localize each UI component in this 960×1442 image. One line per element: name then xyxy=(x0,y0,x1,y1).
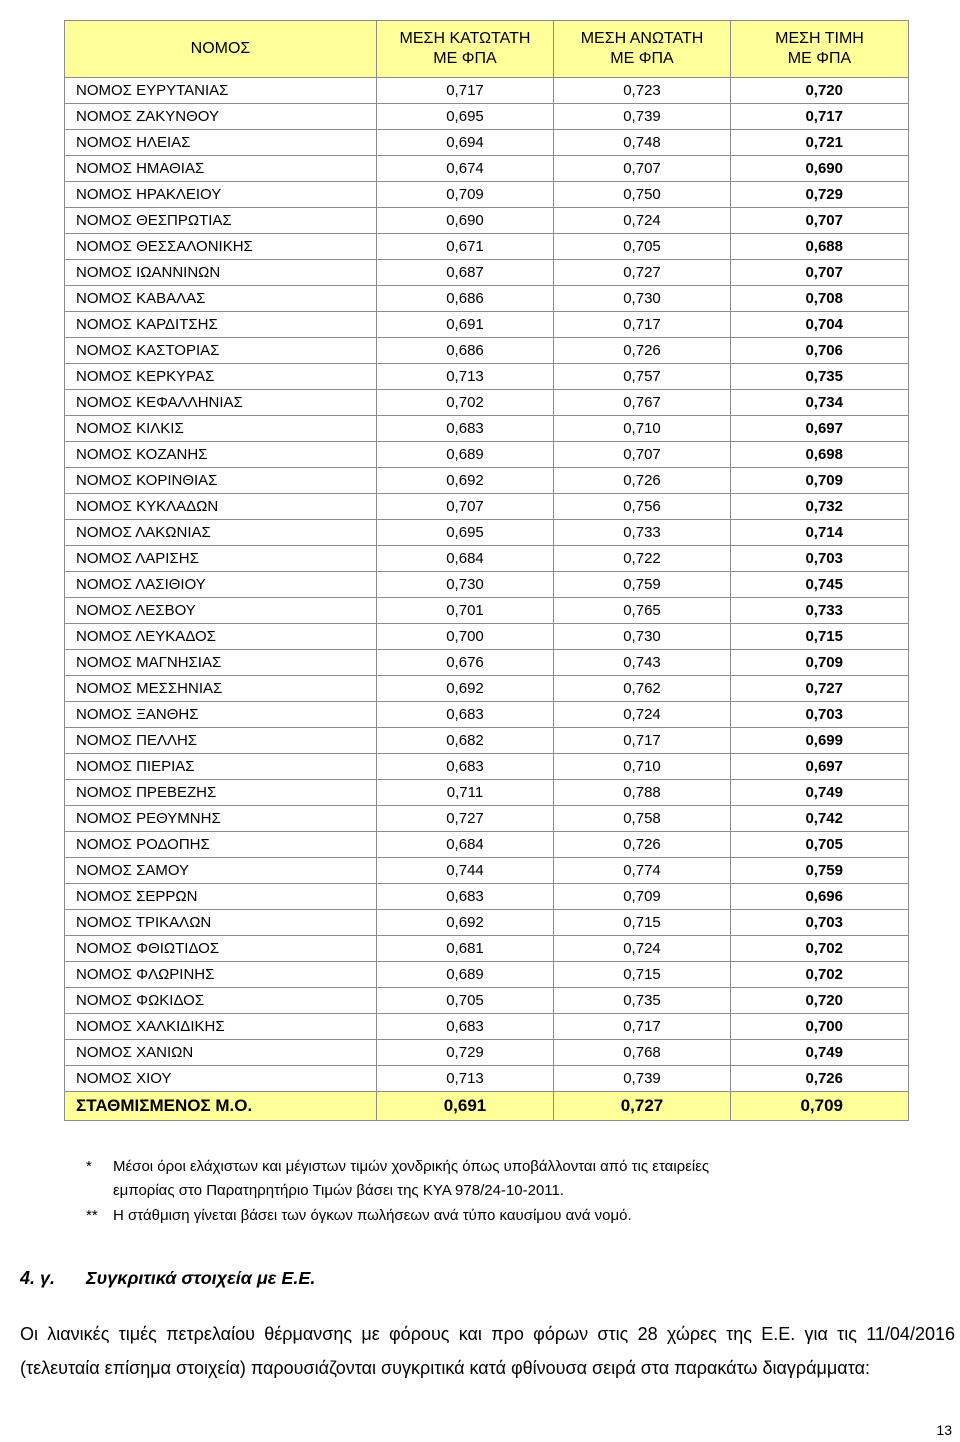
header-avg-line1: ΜΕΣΗ ΤΙΜΗ xyxy=(775,30,864,47)
min-price-cell: 0,729 xyxy=(377,1040,554,1066)
avg-price-cell: 0,705 xyxy=(731,832,909,858)
prefecture-name-cell: ΝΟΜΟΣ ΗΛΕΙΑΣ xyxy=(65,130,377,156)
max-price-cell: 0,717 xyxy=(554,1014,731,1040)
avg-price-cell: 0,726 xyxy=(731,1066,909,1092)
min-price-cell: 0,713 xyxy=(377,364,554,390)
total-row xyxy=(65,1092,909,1121)
min-price-cell: 0,691 xyxy=(377,312,554,338)
table-row xyxy=(65,182,909,208)
avg-price-cell: 0,745 xyxy=(731,572,909,598)
avg-price-cell: 0,727 xyxy=(731,676,909,702)
body-paragraph: Οι λιανικές τιμές πετρελαίου θέρμανσης με φόρους και προ φόρων στις 28 χώρες της Ε.Ε. για τις 11/04/2016 (τελευταία επίσημα στοιχεία) παρουσιάζονται συγκριτικά κατά φθίνουσα σειρά στα παρακάτω διαγράμματα: xyxy=(20,1324,955,1378)
max-price-cell: 0,707 xyxy=(554,442,731,468)
header-avg-line2: ΜΕ ΦΠΑ xyxy=(787,50,852,67)
header-max-line2: ΜΕ ΦΠΑ xyxy=(610,50,674,67)
max-price-cell: 0,768 xyxy=(554,1040,731,1066)
prefecture-name-cell: ΝΟΜΟΣ ΚΕΡΚΥΡΑΣ xyxy=(65,364,377,390)
max-price-cell: 0,739 xyxy=(554,104,731,130)
prefecture-name-cell: ΝΟΜΟΣ ΛΕΥΚΑΔΟΣ xyxy=(65,624,377,650)
table-row xyxy=(65,754,909,780)
max-price-cell: 0,758 xyxy=(554,806,731,832)
prefecture-name-cell: ΝΟΜΟΣ ΣΕΡΡΩΝ xyxy=(65,884,377,910)
avg-price-cell: 0,698 xyxy=(731,442,909,468)
avg-price-cell: 0,703 xyxy=(731,702,909,728)
avg-price-cell: 0,690 xyxy=(731,156,909,182)
prefecture-name-cell: ΝΟΜΟΣ ΦΛΩΡΙΝΗΣ xyxy=(65,962,377,988)
table-row xyxy=(65,130,909,156)
prefecture-name-cell: ΝΟΜΟΣ ΗΡΑΚΛΕΙΟΥ xyxy=(65,182,377,208)
min-price-cell: 0,687 xyxy=(377,260,554,286)
max-price-cell: 0,774 xyxy=(554,858,731,884)
min-price-cell: 0,676 xyxy=(377,650,554,676)
max-price-cell: 0,715 xyxy=(554,962,731,988)
min-price-cell: 0,692 xyxy=(377,676,554,702)
min-price-cell: 0,674 xyxy=(377,156,554,182)
header-avg-price xyxy=(731,21,909,78)
min-price-cell: 0,702 xyxy=(377,390,554,416)
prefecture-name-cell: ΝΟΜΟΣ ΣΑΜΟΥ xyxy=(65,858,377,884)
total-max-cell: 0,727 xyxy=(554,1092,731,1121)
max-price-cell: 0,724 xyxy=(554,208,731,234)
avg-price-cell: 0,699 xyxy=(731,728,909,754)
avg-price-cell: 0,696 xyxy=(731,884,909,910)
table-row xyxy=(65,728,909,754)
prefecture-name-cell: ΝΟΜΟΣ ΡΕΘΥΜΝΗΣ xyxy=(65,806,377,832)
avg-price-cell: 0,749 xyxy=(731,1040,909,1066)
table-row xyxy=(65,520,909,546)
min-price-cell: 0,690 xyxy=(377,208,554,234)
max-price-cell: 0,722 xyxy=(554,546,731,572)
prefecture-name-cell: ΝΟΜΟΣ ΚΑΡΔΙΤΣΗΣ xyxy=(65,312,377,338)
max-price-cell: 0,726 xyxy=(554,832,731,858)
table-row xyxy=(65,806,909,832)
avg-price-cell: 0,717 xyxy=(731,104,909,130)
table-row xyxy=(65,598,909,624)
header-min-line2: ΜΕ ΦΠΑ xyxy=(433,50,497,67)
table-row xyxy=(65,286,909,312)
header-min-price xyxy=(377,21,554,78)
table-row xyxy=(65,442,909,468)
avg-price-cell: 0,742 xyxy=(731,806,909,832)
prefecture-name-cell: ΝΟΜΟΣ ΡΟΔΟΠΗΣ xyxy=(65,832,377,858)
prefecture-name-cell: ΝΟΜΟΣ ΘΕΣΣΑΛΟΝΙΚΗΣ xyxy=(65,234,377,260)
prefecture-name-cell: ΝΟΜΟΣ ΞΑΝΘΗΣ xyxy=(65,702,377,728)
section-heading xyxy=(20,1268,315,1289)
table-row xyxy=(65,104,909,130)
min-price-cell: 0,686 xyxy=(377,286,554,312)
table-row xyxy=(65,832,909,858)
prefecture-name-cell: ΝΟΜΟΣ ΧΑΛΚΙΔΙΚΗΣ xyxy=(65,1014,377,1040)
header-max-line1: ΜΕΣΗ ΑΝΩΤΑΤΗ xyxy=(580,30,704,47)
max-price-cell: 0,735 xyxy=(554,988,731,1014)
min-price-cell: 0,689 xyxy=(377,442,554,468)
max-price-cell: 0,724 xyxy=(554,936,731,962)
total-label-cell: ΣΤΑΘΜΙΣΜΕΝΟΣ Μ.Ο. xyxy=(65,1092,377,1121)
max-price-cell: 0,715 xyxy=(554,910,731,936)
avg-price-cell: 0,707 xyxy=(731,208,909,234)
min-price-cell: 0,686 xyxy=(377,338,554,364)
prefecture-name-cell: ΝΟΜΟΣ ΛΑΣΙΘΙΟΥ xyxy=(65,572,377,598)
max-price-cell: 0,709 xyxy=(554,884,731,910)
avg-price-cell: 0,749 xyxy=(731,780,909,806)
min-price-cell: 0,681 xyxy=(377,936,554,962)
footnote-2-text: Η στάθμιση γίνεται βάσει των όγκων πωλήσεων ανά τύπο καυσίμου ανά νομό. xyxy=(113,1207,632,1224)
min-price-cell: 0,684 xyxy=(377,546,554,572)
prefecture-name-cell: ΝΟΜΟΣ ΦΘΙΩΤΙΔΟΣ xyxy=(65,936,377,962)
total-avg-cell: 0,709 xyxy=(731,1092,909,1121)
min-price-cell: 0,683 xyxy=(377,416,554,442)
table-row xyxy=(65,312,909,338)
max-price-cell: 0,717 xyxy=(554,312,731,338)
min-price-cell: 0,671 xyxy=(377,234,554,260)
footnote-1-line2: εμπορίας στο Παρατηρητήριο Τιμών βάσει της ΚΥΑ 978/24-10-2011. xyxy=(113,1182,565,1199)
avg-price-cell: 0,704 xyxy=(731,312,909,338)
max-price-cell: 0,710 xyxy=(554,754,731,780)
max-price-cell: 0,750 xyxy=(554,182,731,208)
table-row xyxy=(65,676,909,702)
min-price-cell: 0,683 xyxy=(377,884,554,910)
prices-table xyxy=(64,20,909,1121)
total-min-cell: 0,691 xyxy=(377,1092,554,1121)
table-body xyxy=(65,78,909,1121)
prefecture-name-cell: ΝΟΜΟΣ ΤΡΙΚΑΛΩΝ xyxy=(65,910,377,936)
header-min-line1: ΜΕΣΗ ΚΑΤΩΤΑΤΗ xyxy=(399,30,531,47)
max-price-cell: 0,759 xyxy=(554,572,731,598)
prefecture-name-cell: ΝΟΜΟΣ ΠΕΛΛΗΣ xyxy=(65,728,377,754)
table-row xyxy=(65,780,909,806)
avg-price-cell: 0,706 xyxy=(731,338,909,364)
prefecture-name-cell: ΝΟΜΟΣ ΛΑΚΩΝΙΑΣ xyxy=(65,520,377,546)
min-price-cell: 0,692 xyxy=(377,468,554,494)
prefecture-name-cell: ΝΟΜΟΣ ΜΑΓΝΗΣΙΑΣ xyxy=(65,650,377,676)
table-row xyxy=(65,1066,909,1092)
table-row xyxy=(65,78,909,104)
prefecture-name-cell: ΝΟΜΟΣ ΧΑΝΙΩΝ xyxy=(65,1040,377,1066)
max-price-cell: 0,762 xyxy=(554,676,731,702)
max-price-cell: 0,723 xyxy=(554,78,731,104)
min-price-cell: 0,682 xyxy=(377,728,554,754)
max-price-cell: 0,765 xyxy=(554,598,731,624)
prefecture-name-cell: ΝΟΜΟΣ ΕΥΡΥΤΑΝΙΑΣ xyxy=(65,78,377,104)
prefecture-name-cell: ΝΟΜΟΣ ΘΕΣΠΡΩΤΙΑΣ xyxy=(65,208,377,234)
min-price-cell: 0,700 xyxy=(377,624,554,650)
table-row xyxy=(65,936,909,962)
table-row xyxy=(65,546,909,572)
max-price-cell: 0,724 xyxy=(554,702,731,728)
footnote-2-mark: ** xyxy=(86,1207,98,1224)
prefecture-name-cell: ΝΟΜΟΣ ΚΕΦΑΛΛΗΝΙΑΣ xyxy=(65,390,377,416)
prefecture-name-cell: ΝΟΜΟΣ ΚΑΒΑΛΑΣ xyxy=(65,286,377,312)
avg-price-cell: 0,715 xyxy=(731,624,909,650)
section-number: 4. γ. xyxy=(20,1268,56,1288)
max-price-cell: 0,710 xyxy=(554,416,731,442)
max-price-cell: 0,743 xyxy=(554,650,731,676)
footnote-1-line1: Μέσοι όροι ελάχιστων και μέγιστων τιμών χονδρικής όπως υποβάλλονται από τις εταιρείες xyxy=(113,1158,710,1175)
footnote-1-mark: * xyxy=(86,1158,92,1175)
max-price-cell: 0,726 xyxy=(554,468,731,494)
max-price-cell: 0,730 xyxy=(554,286,731,312)
table-row xyxy=(65,1014,909,1040)
table-row xyxy=(65,208,909,234)
table-row xyxy=(65,988,909,1014)
table-row xyxy=(65,1040,909,1066)
prefecture-name-cell: ΝΟΜΟΣ ΚΙΛΚΙΣ xyxy=(65,416,377,442)
table-row xyxy=(65,858,909,884)
max-price-cell: 0,788 xyxy=(554,780,731,806)
prefecture-name-cell: ΝΟΜΟΣ ΜΕΣΣΗΝΙΑΣ xyxy=(65,676,377,702)
avg-price-cell: 0,709 xyxy=(731,650,909,676)
max-price-cell: 0,726 xyxy=(554,338,731,364)
avg-price-cell: 0,707 xyxy=(731,260,909,286)
avg-price-cell: 0,729 xyxy=(731,182,909,208)
table-row xyxy=(65,494,909,520)
avg-price-cell: 0,702 xyxy=(731,962,909,988)
table-row xyxy=(65,962,909,988)
min-price-cell: 0,689 xyxy=(377,962,554,988)
avg-price-cell: 0,702 xyxy=(731,936,909,962)
table-row xyxy=(65,702,909,728)
avg-price-cell: 0,733 xyxy=(731,598,909,624)
avg-price-cell: 0,709 xyxy=(731,468,909,494)
table-header-row xyxy=(65,21,909,78)
avg-price-cell: 0,703 xyxy=(731,910,909,936)
prefecture-name-cell: ΝΟΜΟΣ ΖΑΚΥΝΘΟΥ xyxy=(65,104,377,130)
min-price-cell: 0,683 xyxy=(377,754,554,780)
min-price-cell: 0,695 xyxy=(377,520,554,546)
min-price-cell: 0,692 xyxy=(377,910,554,936)
prefecture-name-cell: ΝΟΜΟΣ ΚΑΣΤΟΡΙΑΣ xyxy=(65,338,377,364)
table-row xyxy=(65,416,909,442)
avg-price-cell: 0,759 xyxy=(731,858,909,884)
min-price-cell: 0,683 xyxy=(377,702,554,728)
table-row xyxy=(65,390,909,416)
table-row xyxy=(65,572,909,598)
prefecture-name-cell: ΝΟΜΟΣ ΙΩΑΝΝΙΝΩΝ xyxy=(65,260,377,286)
prefecture-name-cell: ΝΟΜΟΣ ΠΡΕΒΕΖΗΣ xyxy=(65,780,377,806)
prefecture-name-cell: ΝΟΜΟΣ ΠΙΕΡΙΑΣ xyxy=(65,754,377,780)
max-price-cell: 0,748 xyxy=(554,130,731,156)
table-row xyxy=(65,650,909,676)
table-row xyxy=(65,884,909,910)
max-price-cell: 0,756 xyxy=(554,494,731,520)
prefecture-name-cell: ΝΟΜΟΣ ΚΥΚΛΑΔΩΝ xyxy=(65,494,377,520)
avg-price-cell: 0,688 xyxy=(731,234,909,260)
max-price-cell: 0,705 xyxy=(554,234,731,260)
table-row xyxy=(65,624,909,650)
max-price-cell: 0,707 xyxy=(554,156,731,182)
avg-price-cell: 0,720 xyxy=(731,78,909,104)
prefecture-name-cell: ΝΟΜΟΣ ΧΙΟΥ xyxy=(65,1066,377,1092)
min-price-cell: 0,684 xyxy=(377,832,554,858)
max-price-cell: 0,767 xyxy=(554,390,731,416)
table-row xyxy=(65,260,909,286)
footnote-2 xyxy=(86,1204,886,1228)
table-row xyxy=(65,364,909,390)
avg-price-cell: 0,708 xyxy=(731,286,909,312)
section-title: Συγκριτικά στοιχεία με Ε.Ε. xyxy=(86,1268,316,1288)
min-price-cell: 0,695 xyxy=(377,104,554,130)
table-row xyxy=(65,910,909,936)
header-max-price xyxy=(554,21,731,78)
prefecture-name-cell: ΝΟΜΟΣ ΦΩΚΙΔΟΣ xyxy=(65,988,377,1014)
min-price-cell: 0,694 xyxy=(377,130,554,156)
min-price-cell: 0,701 xyxy=(377,598,554,624)
table-row xyxy=(65,468,909,494)
max-price-cell: 0,727 xyxy=(554,260,731,286)
min-price-cell: 0,713 xyxy=(377,1066,554,1092)
prefecture-name-cell: ΝΟΜΟΣ ΛΑΡΙΣΗΣ xyxy=(65,546,377,572)
max-price-cell: 0,730 xyxy=(554,624,731,650)
min-price-cell: 0,683 xyxy=(377,1014,554,1040)
avg-price-cell: 0,732 xyxy=(731,494,909,520)
prefecture-name-cell: ΝΟΜΟΣ ΗΜΑΘΙΑΣ xyxy=(65,156,377,182)
avg-price-cell: 0,697 xyxy=(731,416,909,442)
avg-price-cell: 0,697 xyxy=(731,754,909,780)
avg-price-cell: 0,720 xyxy=(731,988,909,1014)
table-row xyxy=(65,338,909,364)
prefecture-name-cell: ΝΟΜΟΣ ΛΕΣΒΟΥ xyxy=(65,598,377,624)
max-price-cell: 0,739 xyxy=(554,1066,731,1092)
min-price-cell: 0,744 xyxy=(377,858,554,884)
min-price-cell: 0,709 xyxy=(377,182,554,208)
max-price-cell: 0,757 xyxy=(554,364,731,390)
max-price-cell: 0,717 xyxy=(554,728,731,754)
footnote-1 xyxy=(86,1155,886,1203)
min-price-cell: 0,717 xyxy=(377,78,554,104)
avg-price-cell: 0,735 xyxy=(731,364,909,390)
min-price-cell: 0,727 xyxy=(377,806,554,832)
min-price-cell: 0,730 xyxy=(377,572,554,598)
table-row xyxy=(65,156,909,182)
avg-price-cell: 0,734 xyxy=(731,390,909,416)
avg-price-cell: 0,714 xyxy=(731,520,909,546)
min-price-cell: 0,705 xyxy=(377,988,554,1014)
page-number: 13 xyxy=(936,1422,952,1438)
min-price-cell: 0,711 xyxy=(377,780,554,806)
avg-price-cell: 0,703 xyxy=(731,546,909,572)
max-price-cell: 0,733 xyxy=(554,520,731,546)
header-prefecture: ΝΟΜΟΣ xyxy=(65,21,377,78)
avg-price-cell: 0,721 xyxy=(731,130,909,156)
prefecture-name-cell: ΝΟΜΟΣ ΚΟΡΙΝΘΙΑΣ xyxy=(65,468,377,494)
avg-price-cell: 0,700 xyxy=(731,1014,909,1040)
prefecture-name-cell: ΝΟΜΟΣ ΚΟΖΑΝΗΣ xyxy=(65,442,377,468)
table-row xyxy=(65,234,909,260)
min-price-cell: 0,707 xyxy=(377,494,554,520)
